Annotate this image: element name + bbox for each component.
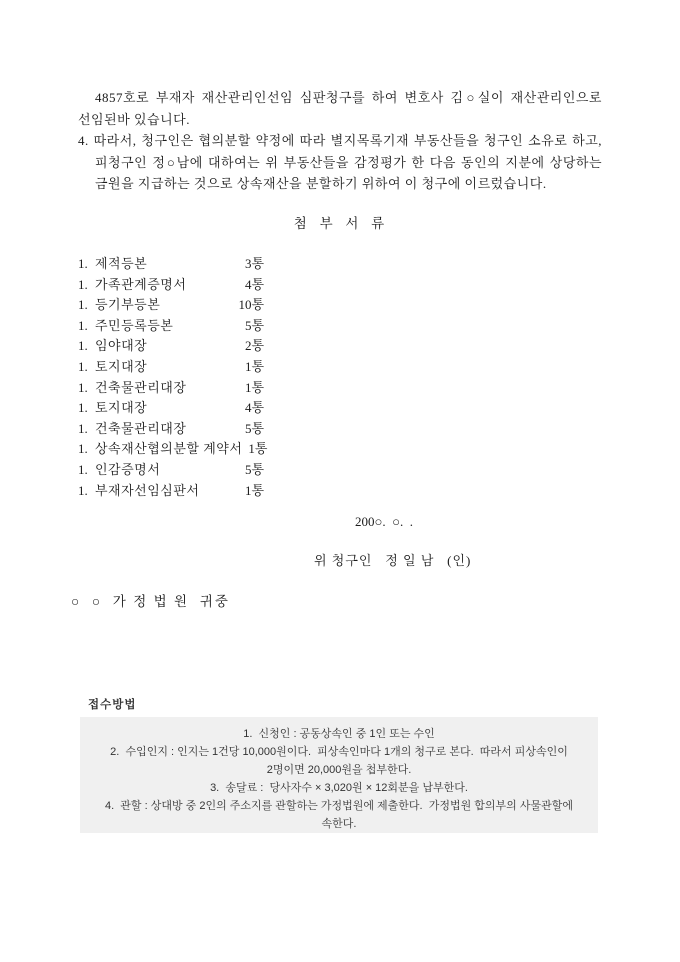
attachment-count: 1통 (248, 441, 268, 457)
attachment-count: 5통 (244, 317, 264, 333)
attachments-title: 첨 부 서 류 (293, 216, 387, 231)
attachments-list (78, 253, 268, 500)
attachment-name: 건축물관리대장 (95, 379, 187, 395)
attachment-name: 토지대장 (95, 400, 148, 416)
attachment-row (78, 438, 268, 459)
reception-note-line: 속한다. (321, 818, 357, 830)
body-line: 4857호로 부재자 재산관리인선임 심판청구를 하여 변호사 김○실이 재산관리인으로 (95, 90, 602, 105)
attachment-number: 1. (78, 317, 88, 333)
attachment-row (78, 356, 264, 377)
petition-body-paragraph (78, 87, 602, 195)
attachment-name: 임야대장 (95, 338, 148, 354)
attachment-number: 1. (78, 400, 88, 416)
attachment-count: 1통 (244, 358, 264, 374)
attachment-count: 4통 (244, 276, 264, 292)
body-line: 금원을 지급하는 것으로 상속재산을 분할하기 위하여 이 청구에 이르렀습니다. (95, 176, 547, 191)
attachment-row (78, 294, 264, 315)
date-line: 200○. ○. . (355, 514, 413, 529)
attachment-count: 5통 (244, 420, 264, 436)
attachment-count: 3통 (244, 256, 264, 271)
petitioner-signature-line: 위 청구인 정 일 남 (인) (314, 553, 472, 568)
attachment-name: 상속재산협의분할 계약서 (95, 441, 243, 457)
body-line: 선임된바 있습니다. (78, 111, 190, 127)
attachment-count: 2통 (244, 338, 264, 354)
reception-note-line: 3. 송달료 : 당사자수 × 3,020원 × 12회분을 납부한다. (210, 782, 468, 794)
attachment-number: 1. (78, 276, 88, 292)
body-line: 4. 따라서, 청구인은 협의분할 약정에 따라 별지목록기재 부동산들을 청구인 소유로 하고, (78, 133, 602, 148)
reception-note-line: 1. 신청인 : 공동상속인 중 1인 또는 수인 (243, 728, 435, 740)
attachment-row (78, 377, 264, 398)
attachment-count: 4통 (244, 400, 264, 416)
reception-note-line: 4. 관할 : 상대방 중 2인의 주소지를 관할하는 가정법원에 제출한다. 가정법원 합의부의 사물관할에 (105, 800, 573, 812)
attachment-row (78, 397, 264, 418)
attachment-name: 토지대장 (95, 358, 148, 374)
attachment-count: 10통 (238, 297, 264, 313)
attachment-count: 5통 (244, 461, 264, 477)
attachment-number: 1. (78, 358, 88, 374)
body-line: 피청구인 정○남에 대하여는 위 부동산들을 감정평가 한 다음 동인의 지분에 상당하는 (95, 154, 602, 170)
attachment-row (78, 418, 264, 439)
attachment-name: 등기부등본 (95, 297, 161, 313)
attachment-name: 제적등본 (95, 256, 148, 271)
attachment-name: 가족관계증명서 (95, 276, 187, 292)
reception-note-line: 2. 수입인지 : 인지는 1건당 10,000원이다. 피상속인마다 1개의 청구로 본다. 따라서 피상속인이 (110, 746, 568, 758)
attachment-row (78, 315, 264, 336)
attachment-name: 주민등록등본 (95, 317, 174, 333)
attachment-row (78, 459, 264, 480)
attachment-name: 건축물관리대장 (95, 420, 187, 436)
attachment-number: 1. (78, 441, 88, 457)
attachment-row (78, 480, 264, 501)
attachment-count: 1통 (244, 379, 264, 395)
attachment-number: 1. (78, 297, 88, 313)
attachment-row (78, 335, 264, 356)
reception-method-box (80, 717, 598, 833)
attachment-number: 1. (78, 338, 88, 354)
attachment-number: 1. (78, 256, 88, 271)
attachment-row (78, 253, 264, 274)
attachment-number: 1. (78, 379, 88, 395)
attachment-number: 1. (78, 461, 88, 477)
reception-note-line: 2명이면 20,000원을 첩부한다. (266, 764, 412, 776)
attachment-number: 1. (78, 420, 88, 436)
attachment-name: 인감증명서 (95, 461, 161, 477)
attachment-count: 1통 (244, 482, 264, 498)
reception-method-label: 접수방법 (88, 699, 137, 711)
addressed-court-line: ○ ○ 가 정 법 원 귀중 (71, 594, 230, 609)
attachment-number: 1. (78, 482, 88, 498)
attachment-row (78, 274, 264, 295)
attachment-name: 부재자선임심판서 (95, 482, 200, 498)
